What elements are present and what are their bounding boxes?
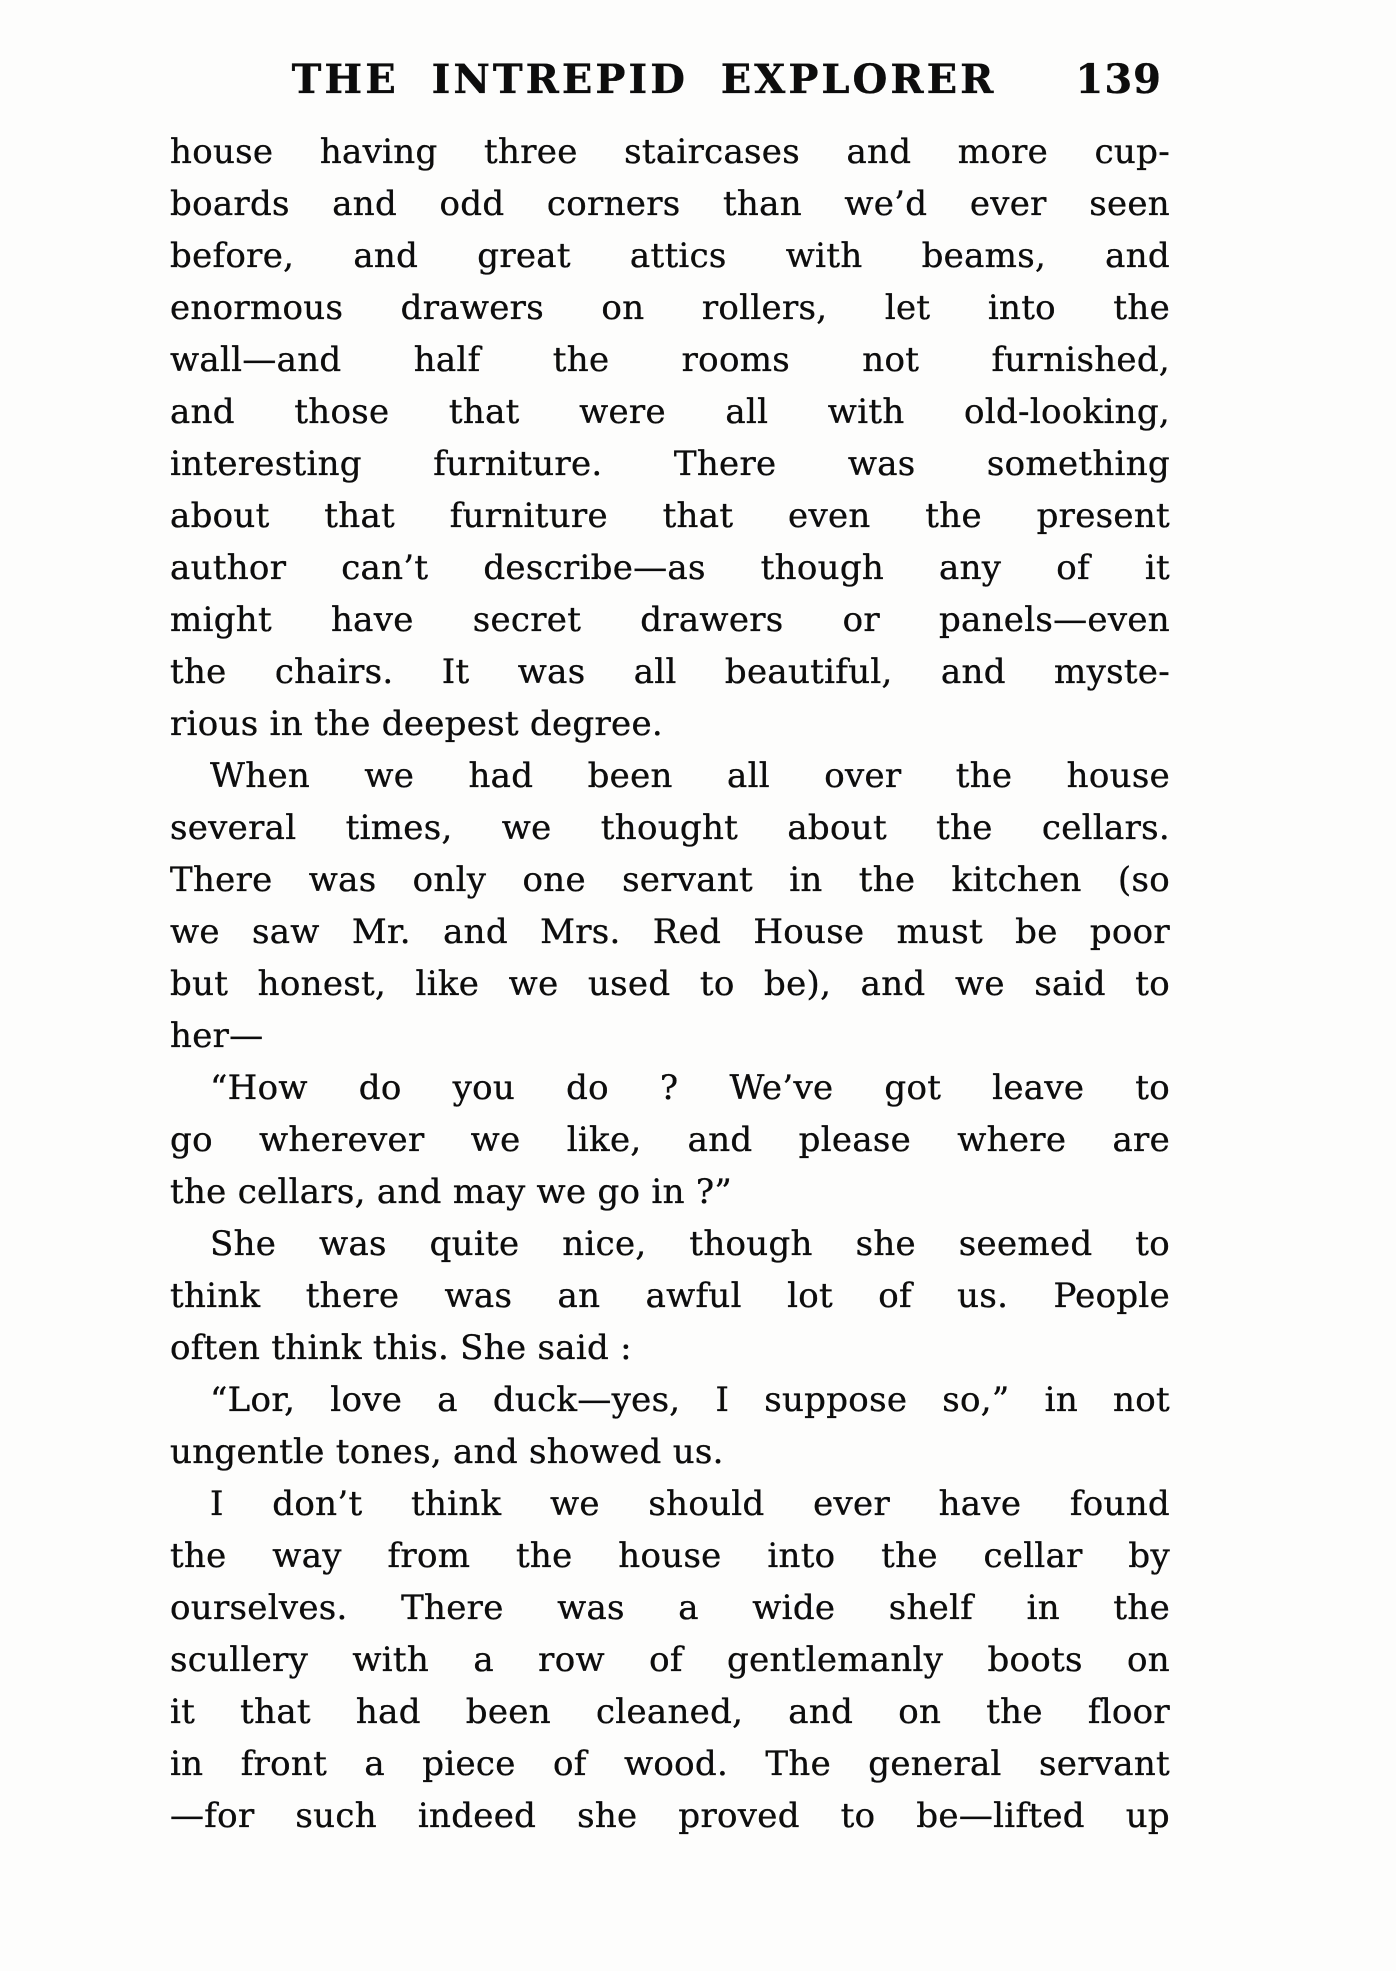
text-line: the way from the house into the cellar by [170,1536,1170,1576]
text-line: wall—and half the rooms not furnished, [170,340,1170,380]
text-line: the chairs. It was all beautiful, and myste- [170,652,1170,692]
running-title: THE INTREPID EXPLORER [291,56,997,103]
text-line: ourselves. There was a wide shelf in the [170,1588,1170,1628]
text-line: house having three staircases and more cup- [170,132,1170,172]
text-line: rious in the deepest degree. [170,704,663,744]
text-line: I don’t think we should ever have found [210,1484,1170,1524]
text-line: scullery with a row of gentlemanly boots on [170,1640,1170,1680]
page-number: 139 [1075,56,1162,103]
text-block [170,126,1170,1842]
text-line: author can’t describe—as though any of it [170,548,1170,588]
text-line: ungentle tones, and showed us. [170,1432,724,1472]
text-line: When we had been all over the house [210,756,1170,796]
text-line: interesting furniture. There was something [170,444,1170,484]
text-line: “Lor, love a duck—yes, I suppose so,” in not [210,1380,1170,1420]
text-line: the cellars, and may we go in ?” [170,1172,733,1212]
text-line: several times, we thought about the cellars. [170,808,1170,848]
text-line: She was quite nice, though she seemed to [210,1224,1170,1264]
text-line: boards and odd corners than we’d ever seen [170,184,1170,224]
text-line: in front a piece of wood. The general servant [170,1744,1170,1784]
text-line: “How do you do ? We’ve got leave to [210,1068,1170,1108]
text-line: and those that were all with old-looking, [170,392,1170,432]
text-line: go wherever we like, and please where are [170,1120,1170,1160]
text-line: —for such indeed she proved to be—lifted up [170,1796,1170,1836]
paragraph-3 [170,1062,1170,1218]
text-line: but honest, like we used to be), and we said to [170,964,1170,1004]
text-line: There was only one servant in the kitchen (so [170,860,1170,900]
text-line: her— [170,1016,264,1056]
text-line: it that had been cleaned, and on the floor [170,1692,1170,1732]
paragraph-6 [170,1478,1170,1842]
paragraph-4 [170,1218,1170,1374]
text-line: enormous drawers on rollers, let into the [170,288,1170,328]
paragraph-5 [170,1374,1170,1478]
running-header [170,56,1170,110]
text-line: before, and great attics with beams, and [170,236,1170,276]
text-line: often think this. She said : [170,1328,632,1368]
text-line: might have secret drawers or panels—even [170,600,1170,640]
paragraph-2 [170,750,1170,1062]
text-line: think there was an awful lot of us. People [170,1276,1170,1316]
paragraph-1 [170,126,1170,750]
text-line: we saw Mr. and Mrs. Red House must be poor [170,912,1170,952]
text-line: about that furniture that even the present [170,496,1170,536]
